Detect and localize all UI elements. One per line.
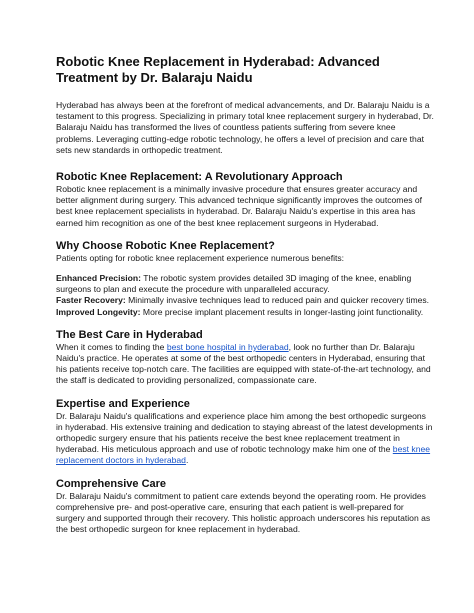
paragraph-text: Dr. Balaraju Naidu's qualifications and experience place him among the best orthopedic surgeons in hyderabad. His extensive training and dedication to staying abreast of the latest developments in orthopedic surgery ensure that his patients receive the best knee replacement treatment in hyderabad. His meticulous approach and use of robotic technology make him one of the	[56, 410, 433, 455]
best-bone-hospital-link[interactable]: best bone hospital in hyderabad	[166, 341, 289, 352]
section-heading: The Best Care in Hyderabad	[56, 328, 203, 341]
page-title: Robotic Knee Replacement in Hyderabad: Advanced Treatment by Dr. Balaraju Naidu	[56, 54, 380, 85]
section-heading: Expertise and Experience	[56, 397, 190, 410]
section-revolutionary	[56, 171, 434, 229]
section-paragraph	[56, 342, 434, 387]
benefit-item	[56, 307, 434, 318]
benefit-text: Minimally invasive techniques lead to reduced pain and quicker recovery times.	[128, 295, 430, 306]
intro-paragraph: Hyderabad has always been at the forefront of medical advancements, and Dr. Balaraju Naidu is a testament to this progress. Specializing in primary total knee replacement surgery in hyderabad, Dr. Balaraju Naidu has transformed the lives of countless patients suffering from severe knee problems. Leveraging cutting-edge robotic technology, he offers a level of precision and care that sets new standards in orthopedic treatment.	[56, 100, 434, 155]
benefit-item	[56, 273, 434, 295]
section-heading: Comprehensive Care	[56, 477, 167, 490]
benefit-text: The robotic system provides detailed 3D imaging of the knee, enabling surgeons to plan and execute the procedure with unparalleled accuracy.	[56, 273, 412, 295]
section-heading: Robotic Knee Replacement: A Revolutionary Approach	[56, 171, 343, 184]
best-knee-replacement-doctors-link[interactable]: best knee replacement doctors in hyderabad	[56, 444, 431, 466]
benefit-label: Faster Recovery:	[56, 295, 126, 306]
benefit-text: More precise implant placement results in longer-lasting joint functionality.	[142, 306, 424, 317]
paragraph-text: When it comes to finding the	[56, 341, 165, 352]
section-paragraph: Dr. Balaraju Naidu's commitment to patient care extends beyond the operating room. He provides comprehensive pre- and post-operative care, ensuring that each patient is well-prepared for surgery and supported through their recovery. This holistic approach underscores his reputation as the best orthopedic surgeon for knee replacement in hyderabad.	[56, 490, 431, 535]
section-paragraph: Patients opting for robotic knee replacement experience numerous benefits:	[56, 252, 345, 263]
section-heading: Why Choose Robotic Knee Replacement?	[56, 239, 275, 252]
paragraph-text: .	[185, 455, 189, 466]
section-paragraph	[56, 411, 434, 467]
spacer	[56, 264, 434, 273]
benefit-label: Improved Longevity:	[56, 306, 141, 317]
section-expertise	[56, 398, 434, 467]
section-care	[56, 329, 434, 387]
section-comprehensive	[56, 478, 434, 536]
benefit-item	[56, 295, 434, 306]
benefit-label: Enhanced Precision:	[56, 273, 142, 284]
paragraph-text: , look no further than Dr. Balaraju Naidu's practice. He operates at some of the best orthopedic centers in Hyderabad, ensuring that his patients receive top-notch care. The facilities are equipped with state-of-the-art technology, and the staff is dedicated to providing personalized, compassionate care.	[56, 341, 431, 386]
section-why	[56, 240, 434, 318]
section-paragraph: Robotic knee replacement is a minimally invasive procedure that ensures greater accuracy and better alignment during surgery. This advanced technique significantly improves the outcomes of best knee replacement specialists in hyderabad. Dr. Balaraju Naidu's expertise in this area has earned him recognition as one of the best knee replacement surgeons in Hyderabad.	[56, 184, 423, 228]
